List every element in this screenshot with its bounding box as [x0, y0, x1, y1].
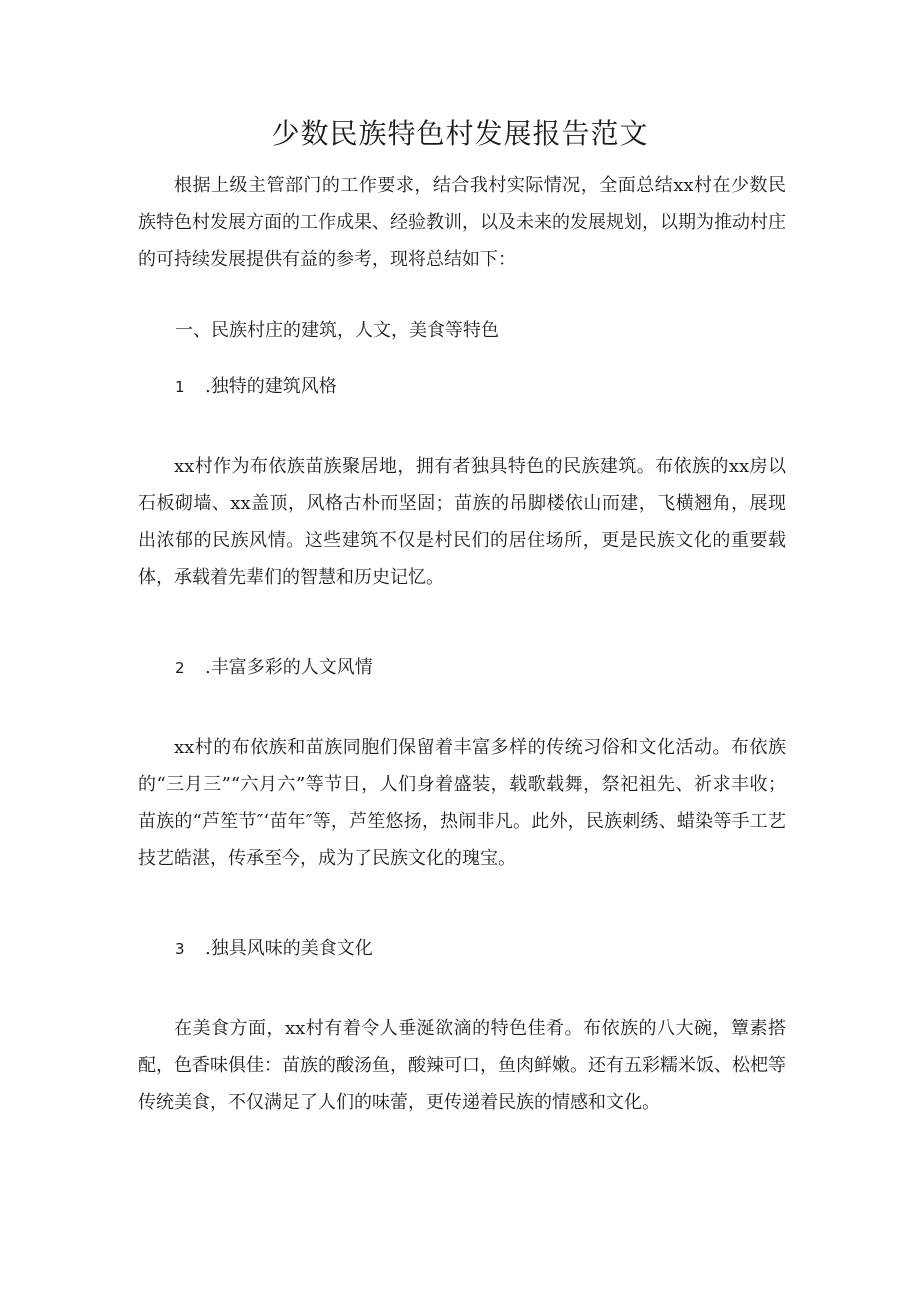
item-2-title: .丰富多彩的人文风情 — [205, 657, 373, 678]
item-2-body: xx村的布依族和苗族同胞们保留着丰富多样的传统习俗和文化活动。布依族的“三月三”“六月六”等节日，人们身着盛装，载歌载舞，祭祀祖先、祈求丰收；苗族的“芦笙节″‘苗年″等，芦笙悠扬，热闹非凡。此外，民族刺绣、蜡染等手工艺技艺皓湛，传承至今，成为了民族文化的瑰宝。 — [138, 737, 786, 869]
item-2-heading — [175, 649, 373, 687]
item-2-number: 2 — [175, 659, 185, 677]
section-heading: 一、民族村庄的建筑，人文，美食等特色 — [175, 320, 499, 341]
item-3-heading — [175, 930, 373, 968]
item-3-number: 3 — [175, 940, 185, 958]
intro-paragraph: 根据上级主管部门的工作要求，结合我村实际情况，全面总结xx村在少数民族特色村发展方面的工作成果、经验教训，以及未来的发展规划，以期为推动村庄的可持续发展提供有益的参考，现将总结如下： — [138, 175, 786, 270]
item-3-body: 在美食方面，xx村有着令人垂涎欲滴的特色佳肴。布依族的八大碗，簟素搭配，色香味俱佳：苗族的酸汤鱼，酸辣可口，鱼肉鲜嫩。还有五彩糯米饭、松杷等传统美食，不仅满足了人们的味蕾，更传递着民族的情感和文化。 — [138, 1018, 786, 1113]
document-title: 少数民族特色村发展报告范文 — [271, 117, 649, 150]
item-3-title: .独具风味的美食文化 — [205, 938, 373, 959]
item-1-body: xx村作为布依族苗族聚居地，拥有者独具特色的民族建筑。布依族的xx房以石板砌墙、xx盖顶，风格古朴而坚固；苗族的吊脚楼依山而建，飞横翘角，展现出浓郁的民族风情。这些建筑不仅是村民们的居住场所，更是民族文化的重要载体，承载着先辈们的智慧和历史记忆。 — [138, 456, 786, 588]
item-1-heading — [175, 368, 337, 406]
item-1-title: .独特的建筑风格 — [205, 376, 337, 397]
item-1-number: 1 — [175, 378, 185, 396]
